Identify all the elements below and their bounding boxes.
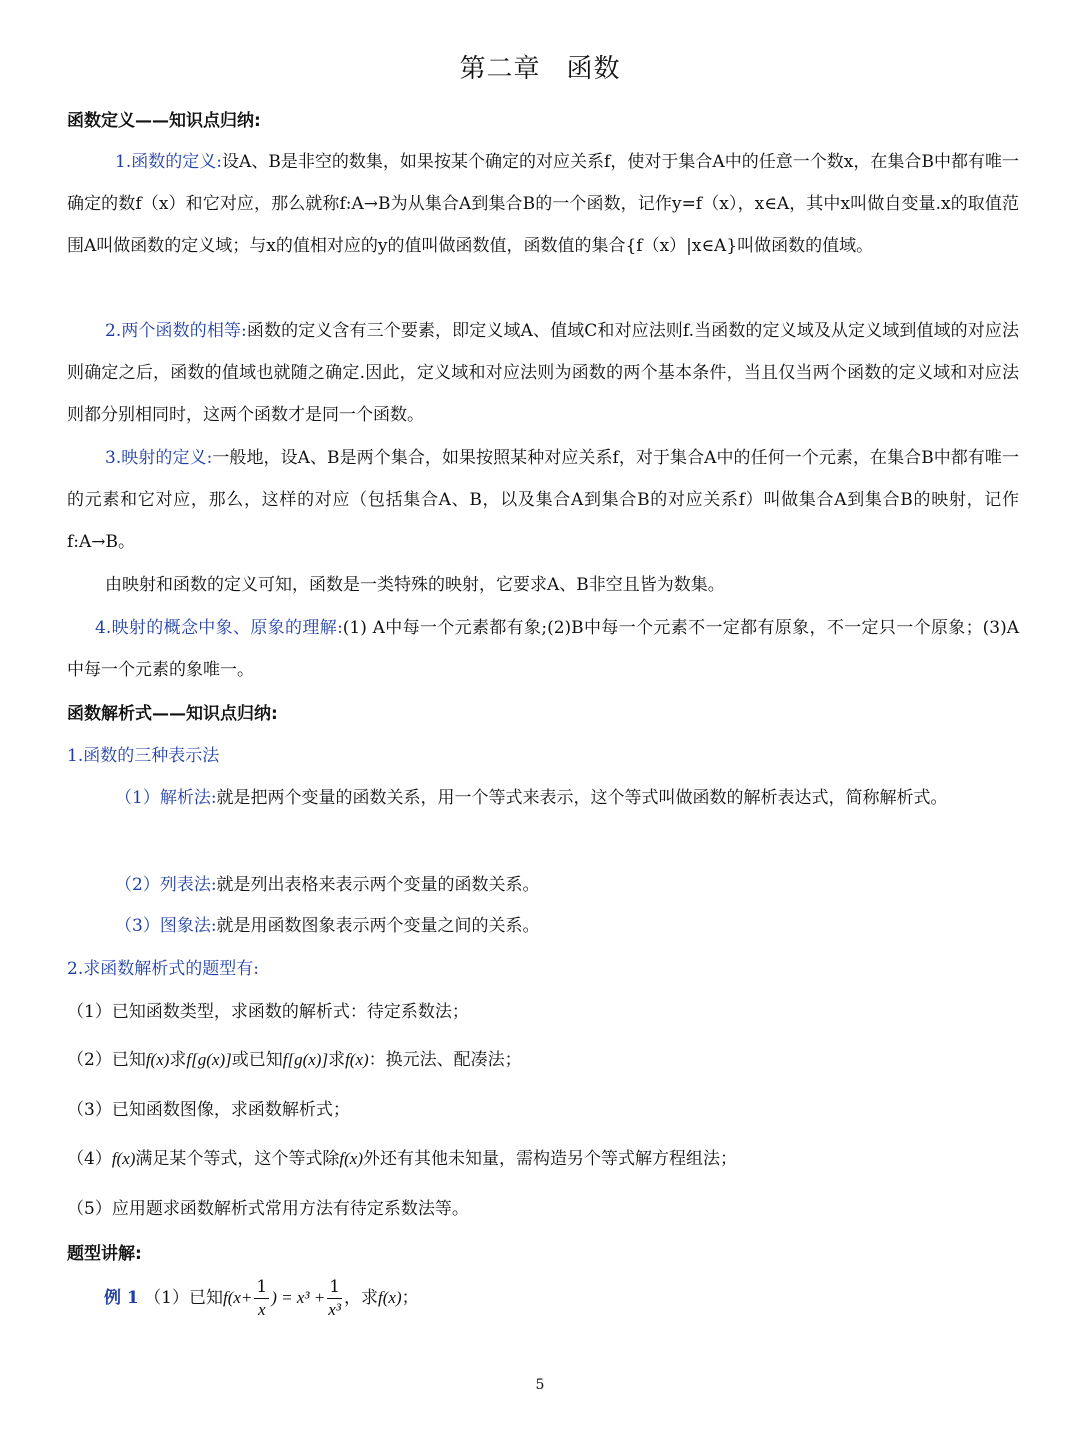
paragraph-graph-method <box>67 914 1019 938</box>
text-graph-method: 就是用函数图象表示两个变量之间的关系。 <box>216 916 540 936</box>
math-fx: f(x) <box>345 1050 369 1069</box>
paragraph-analytic-method <box>67 777 1019 819</box>
fraction-one-over-x-cubed <box>327 1276 342 1321</box>
text-function-definition: 设A、B是非空的数集，如果按某个确定的对应关系f，使对于集合A中的任意一个数x，在集合B中都有唯一确定的数f（x）和它对应，那么就称f:A→B为从集合A到集合B的一个函数，记作y=f（x），x∈A，其中x叫做自变量.x的取值范围A叫做函数的定义域；与x的值相对应的y的值叫做函数值，函数值的集合{f（x）|x∈A}叫做函数的值域。 <box>67 152 1019 256</box>
page-number: 5 <box>535 1377 545 1393</box>
math-fgx: f[g(x)] <box>186 1050 232 1069</box>
fraction-numerator: 1 <box>256 1277 268 1297</box>
fraction-one-over-x <box>254 1276 269 1321</box>
fraction-denominator: x <box>258 1300 266 1319</box>
chapter-title <box>0 48 1080 85</box>
math-fx: f(x) <box>111 1149 136 1168</box>
math-fx: f(x) <box>339 1149 364 1168</box>
text-segment: 或已知 <box>231 1050 283 1070</box>
label-mapping-definition: 3.映射的定义: <box>105 448 213 468</box>
fraction-denominator: x³ <box>328 1300 341 1319</box>
math-f-open: f(x+ <box>222 1288 253 1307</box>
example-label: 例 1 <box>104 1288 139 1308</box>
label-function-definition: 1.函数的定义: <box>115 152 223 172</box>
problem-type-1: （1）已知函数类型，求函数的解析式：待定系数法； <box>67 1002 469 1022</box>
problem-type-5: （5）应用题求函数解析式常用方法有待定系数法等。 <box>67 1199 469 1219</box>
math-equals-x-cubed: ) = x³ + <box>271 1288 326 1307</box>
label-table-method: （2）列表法: <box>115 875 217 895</box>
math-fx: f(x) <box>378 1288 402 1307</box>
paragraph-mapping-note: 由映射和函数的定义可知，函数是一类特殊的映射，它要求A、B非空且皆为数集。 <box>105 575 725 595</box>
text-image-preimage: (1) A中每一个元素都有象;(2)B中每一个元素不一定都有原象，不一定只一个原象；(3)A中每一个元素的象唯一。 <box>67 618 1019 680</box>
subheading-three-methods: 1.函数的三种表示法 <box>67 746 220 766</box>
paragraph-mapping-definition <box>67 437 1019 563</box>
math-fgx: f[g(x)] <box>282 1050 329 1069</box>
text-segment: （1）已知 <box>144 1288 223 1308</box>
example-1 <box>104 1276 1004 1321</box>
chapter-name: 函数 <box>566 54 621 84</box>
text-segment: ； <box>401 1288 419 1308</box>
fraction-numerator: 1 <box>329 1277 341 1297</box>
text-segment: ：换元法、配凑法； <box>368 1050 522 1070</box>
section-heading-expression: 函数解析式——知识点归纳: <box>67 704 278 724</box>
text-segment: ，求 <box>344 1288 379 1308</box>
label-analytic-method: （1）解析法: <box>115 788 217 808</box>
label-graph-method: （3）图象法: <box>115 916 217 936</box>
text-table-method: 就是列出表格来表示两个变量的函数关系。 <box>216 875 540 895</box>
paragraph-table-method <box>67 873 1019 897</box>
text-function-equality: 函数的定义含有三个要素，即定义域A、值域C和对应法则f.当函数的定义域及从定义域到值域的对应法则确定之后，函数的值域也就随之确定.因此，定义域和对应法则为函数的两个基本条件，当且仅当两个函数的定义域和对应法则都分别相同时，这两个函数才是同一个函数。 <box>67 321 1020 425</box>
label-image-preimage: 4.映射的概念中象、原象的理解: <box>95 618 343 638</box>
problem-type-4 <box>67 1147 1019 1171</box>
math-fx: f(x) <box>145 1050 170 1069</box>
paragraph-image-preimage <box>67 607 1019 691</box>
text-segment: （2）已知 <box>67 1050 146 1070</box>
text-segment: 求 <box>328 1050 346 1070</box>
problem-type-2 <box>67 1048 1019 1072</box>
paragraph-function-equality <box>67 310 1019 436</box>
section-heading-examples: 题型讲解: <box>67 1244 142 1264</box>
text-segment: 外还有其他未知量，需构造另个等式解方程组法； <box>363 1149 738 1169</box>
text-segment: 满足某个等式，这个等式除 <box>135 1149 340 1169</box>
subheading-problem-types: 2.求函数解析式的题型有: <box>67 959 259 979</box>
problem-type-3: （3）已知函数图像，求函数解析式； <box>67 1100 350 1120</box>
text-mapping-definition: 一般地，设A、B是两个集合，如果按照某种对应关系f，对于集合A中的任何一个元素，在集合B中都有唯一的元素和它对应，那么，这样的对应（包括集合A、B，以及集合A到集合B的对应关系f）叫做集合A到集合B的映射，记作f:A→B。 <box>67 448 1019 552</box>
text-segment: 求 <box>169 1050 187 1070</box>
paragraph-function-definition <box>67 141 1019 267</box>
text-segment: （4） <box>67 1149 112 1169</box>
label-function-equality: 2.两个函数的相等: <box>105 321 247 341</box>
section-heading-definition: 函数定义——知识点归纳: <box>67 111 261 131</box>
text-analytic-method: 就是把两个变量的函数关系，用一个等式来表示，这个等式叫做函数的解析表达式，简称解析式。 <box>216 788 948 808</box>
chapter-number: 第二章 <box>459 54 541 84</box>
